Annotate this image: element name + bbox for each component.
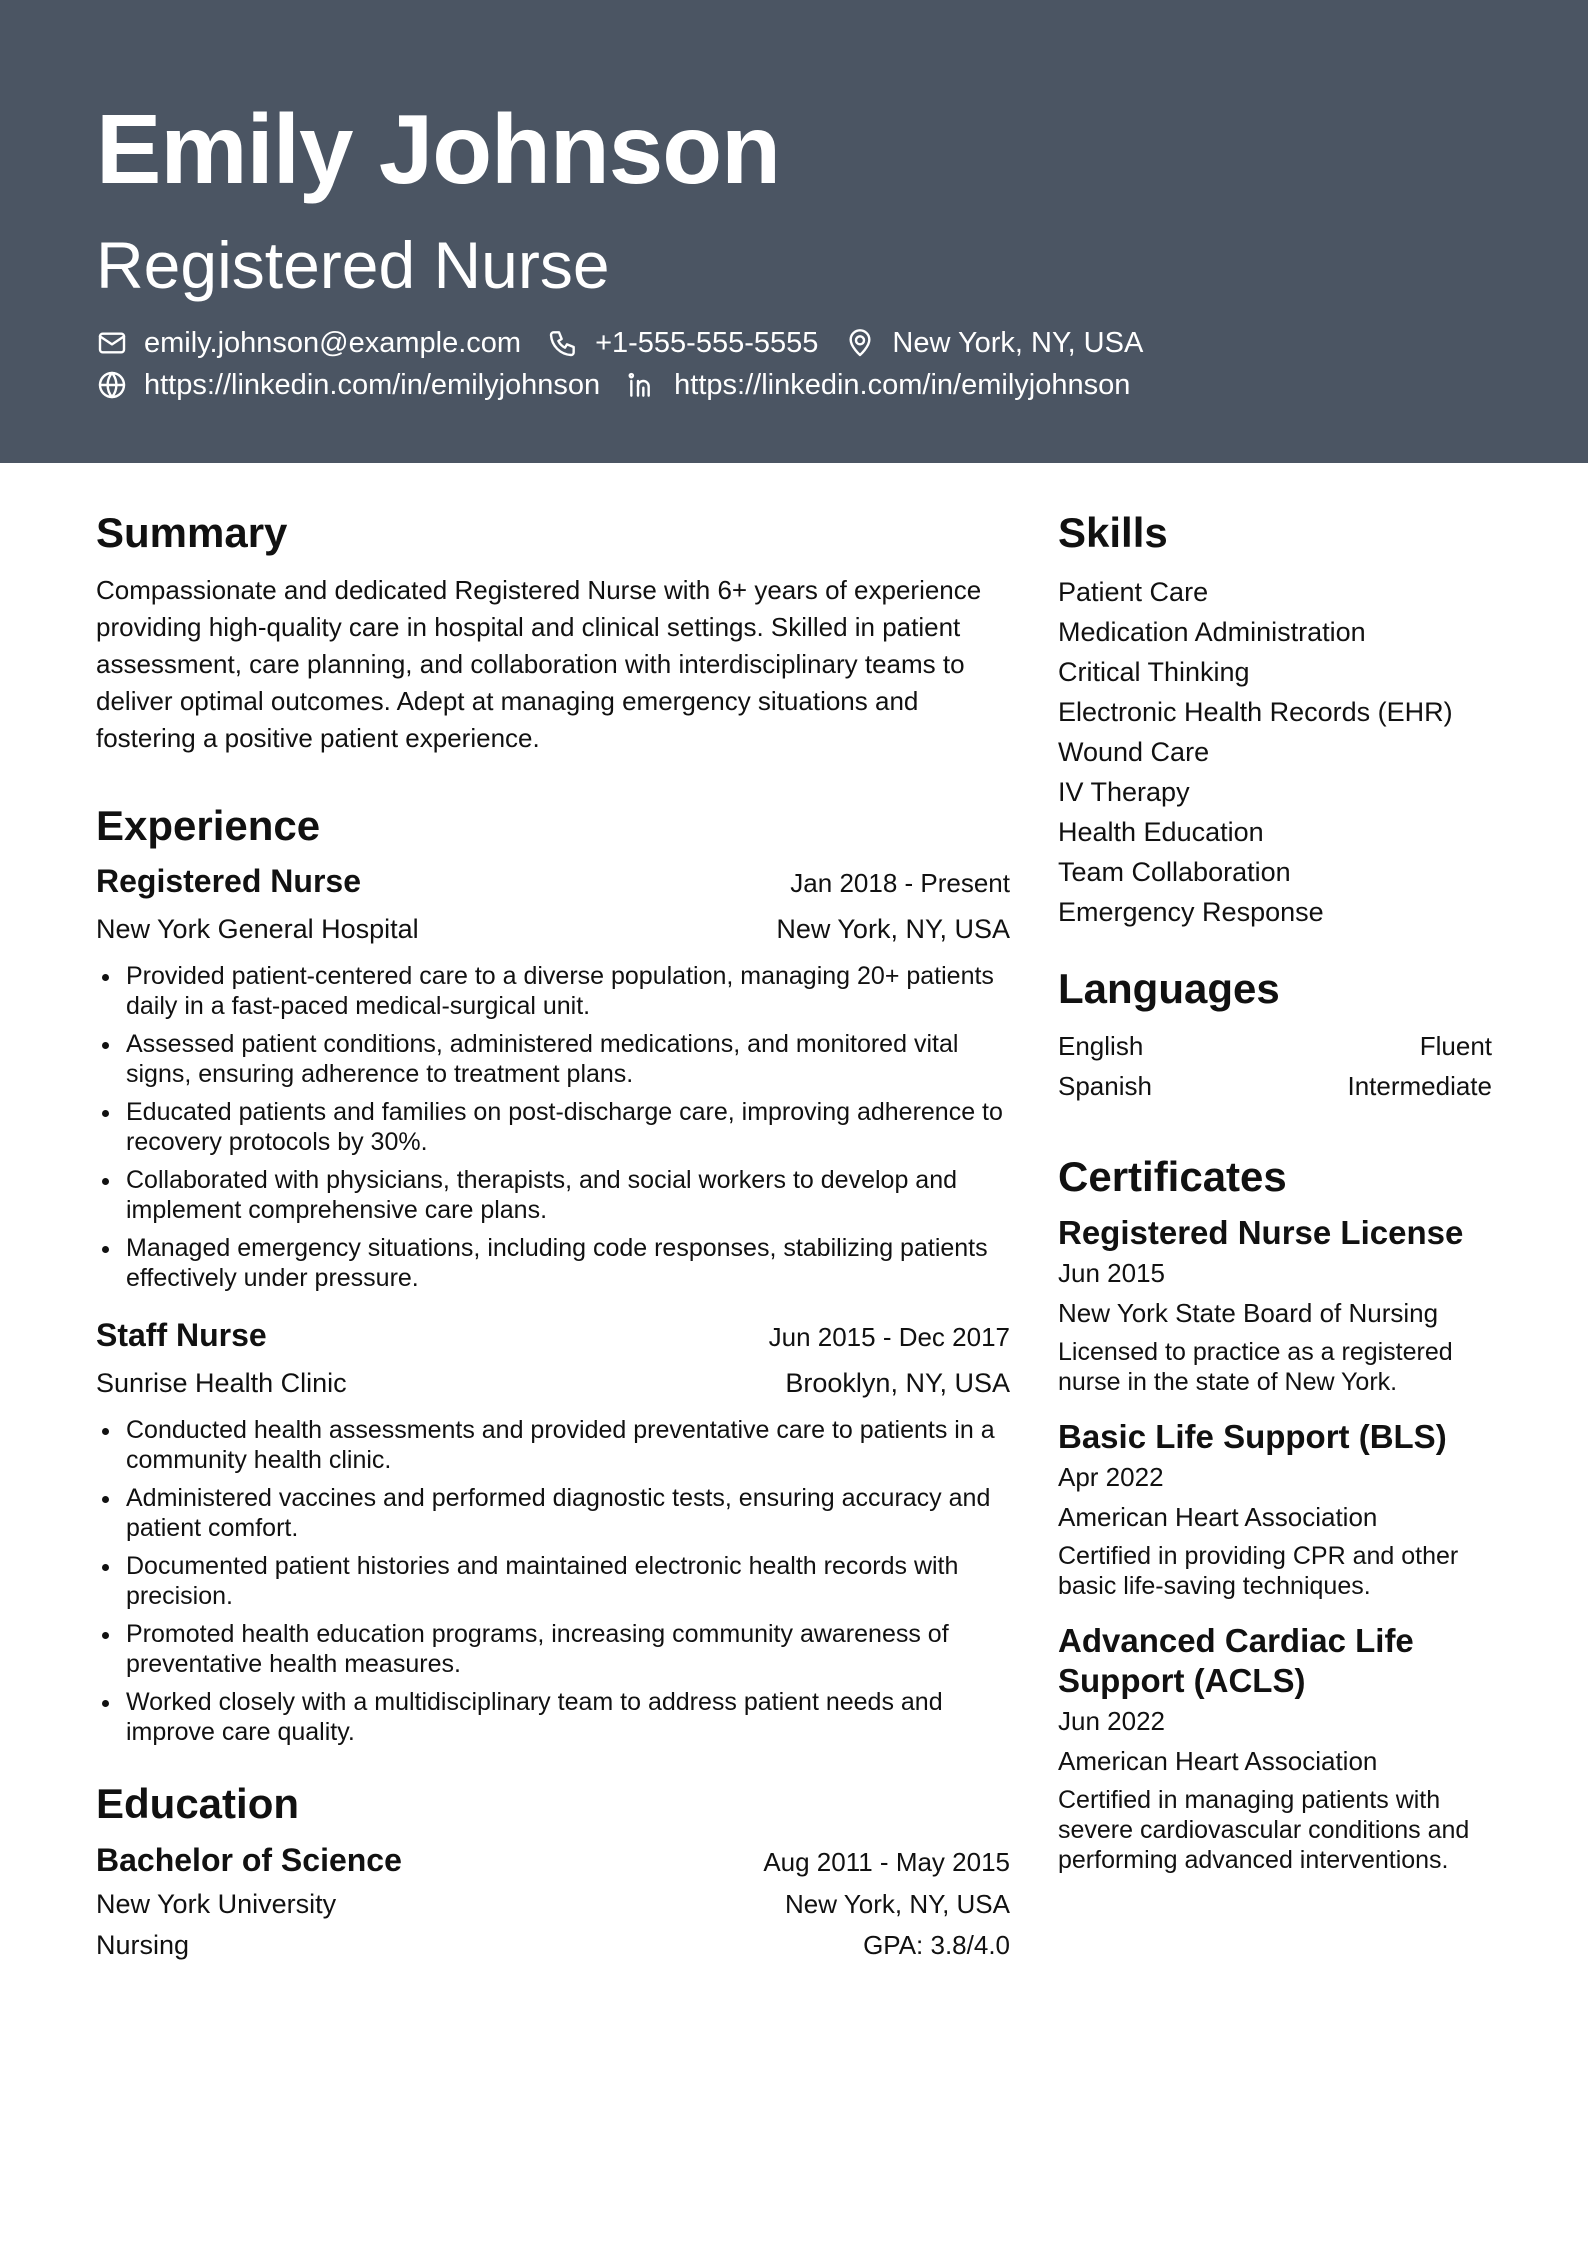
job-employer: Sunrise Health Clinic (96, 1368, 347, 1399)
certificates-heading: Certificates (1058, 1153, 1287, 1201)
certificate-title: Advanced Cardiac Life Support (ACLS) (1058, 1621, 1414, 1699)
bullet-item: Managed emergency situations, including code responses, stabilizing patients effectively under pressure. (96, 1233, 1010, 1293)
languages-section (1058, 966, 1492, 1106)
certificate-entry (1058, 1621, 1492, 1875)
skills-list (1058, 572, 1492, 932)
job-location: New York, NY, USA (776, 914, 1010, 945)
job-title: Registered Nurse (96, 863, 361, 900)
job-location: Brooklyn, NY, USA (785, 1368, 1010, 1399)
certificate-issuer: American Heart Association (1058, 1501, 1378, 1532)
skill-item: Wound Care (1058, 737, 1210, 768)
resume-header (0, 0, 1588, 463)
contact-location-text: New York, NY, USA (892, 326, 1144, 359)
bullet-item: Administered vaccines and performed diagnostic tests, ensuring accuracy and patient comfort. (96, 1483, 1010, 1543)
certificates-section (1058, 1154, 1492, 1874)
main-column (96, 510, 1010, 1961)
globe-icon (96, 369, 128, 401)
sidebar-column (1058, 510, 1492, 1875)
bullet-item: Conducted health assessments and provided preventative care to patients in a community health clinic. (96, 1415, 1010, 1475)
job-bullets (96, 1415, 1010, 1747)
bullet-item: Documented patient histories and maintained electronic health records with precision. (96, 1551, 1010, 1611)
job-employer: New York General Hospital (96, 914, 419, 945)
skill-item: Emergency Response (1058, 897, 1324, 928)
contact-location (844, 327, 1143, 359)
location-pin-icon (844, 327, 876, 359)
languages-heading: Languages (1058, 965, 1280, 1013)
candidate-name: Emily Johnson (96, 94, 781, 204)
education-heading: Education (96, 1780, 300, 1828)
job-dates: Jun 2015 - Dec 2017 (768, 1322, 1010, 1353)
bullet-item: Collaborated with physicians, therapists, and social workers to develop and implement comprehensive care plans. (96, 1165, 1010, 1225)
linkedin-icon (626, 369, 658, 401)
certificate-description: Certified in providing CPR and other basic life-saving techniques. (1058, 1541, 1459, 1600)
skill-item: Medication Administration (1058, 617, 1366, 648)
job-entry (96, 863, 1010, 1293)
certificate-entry (1058, 1213, 1492, 1397)
job-entry (96, 1317, 1010, 1747)
language-name: English (1058, 1031, 1144, 1062)
certificate-title: Basic Life Support (BLS) (1058, 1417, 1447, 1455)
languages-list (1058, 1026, 1492, 1106)
summary-text: Compassionate and dedicated Registered Nurse with 6+ years of experience providing high-quality care in hospital and clinical settings. Skilled in patient assessment, care planning, and collaboration with interdisciplinary teams to deliver optimal outcomes. Adept at managing emergency situations and fostering a positive patient experience. (96, 575, 982, 754)
bullet-item: Provided patient-centered care to a diverse population, managing 20+ patients daily in a fast-paced medical-surgical unit. (96, 961, 1010, 1021)
bullet-item: Assessed patient conditions, administered medications, and monitored vital signs, ensuring adherence to treatment plans. (96, 1029, 1010, 1089)
education-section (96, 1781, 1010, 1960)
certificate-date: Apr 2022 (1058, 1461, 1164, 1492)
language-row (1058, 1066, 1492, 1106)
experience-section (96, 803, 1010, 1747)
bullet-item: Educated patients and families on post-discharge care, improving adherence to recovery protocols by 30%. (96, 1097, 1010, 1157)
certificate-description: Licensed to practice as a registered nurse in the state of New York. (1058, 1337, 1453, 1396)
phone-icon (547, 327, 579, 359)
contact-row-1 (96, 327, 1169, 359)
certificate-date: Jun 2015 (1058, 1257, 1165, 1288)
contact-email-text: emily.johnson@example.com (144, 326, 522, 359)
degree-title: Bachelor of Science (96, 1841, 402, 1878)
language-level: Intermediate (1347, 1071, 1492, 1102)
bullet-item: Promoted health education programs, increasing community awareness of preventative health measures. (96, 1619, 1010, 1679)
certificate-issuer: New York State Board of Nursing (1058, 1297, 1439, 1328)
gpa: GPA: 3.8/4.0 (863, 1929, 1010, 1960)
language-name: Spanish (1058, 1071, 1152, 1102)
candidate-role: Registered Nurse (96, 228, 610, 302)
job-title: Staff Nurse (96, 1317, 267, 1354)
contact-website-text: https://linkedin.com/in/emilyjohnson (144, 368, 601, 401)
language-level: Fluent (1419, 1031, 1492, 1062)
school-name: New York University (96, 1888, 337, 1919)
education-entry (96, 1842, 1010, 1961)
skill-item: IV Therapy (1058, 777, 1190, 808)
language-row (1058, 1026, 1492, 1066)
contact-linkedin-text: https://linkedin.com/in/emilyjohnson (674, 368, 1131, 401)
certificate-title: Registered Nurse License (1058, 1213, 1464, 1251)
experience-heading: Experience (96, 802, 321, 850)
skill-item: Health Education (1058, 817, 1264, 848)
mail-icon (96, 327, 128, 359)
job-bullets (96, 961, 1010, 1293)
skill-item: Electronic Health Records (EHR) (1058, 697, 1453, 728)
bullet-item: Worked closely with a multidisciplinary team to address patient needs and improve care quality. (96, 1687, 1010, 1747)
contact-email[interactable] (96, 327, 521, 359)
job-dates: Jan 2018 - Present (790, 868, 1010, 899)
certificate-entry (1058, 1417, 1492, 1601)
skill-item: Team Collaboration (1058, 857, 1291, 888)
contact-website[interactable] (96, 369, 600, 401)
skills-heading: Skills (1058, 509, 1168, 556)
skill-item: Patient Care (1058, 577, 1209, 608)
skills-section (1058, 510, 1492, 932)
summary-section (96, 510, 1010, 757)
contact-row-2 (96, 369, 1156, 401)
certificate-description: Certified in managing patients with severe cardiovascular conditions and performing advanced interventions. (1058, 1785, 1470, 1874)
contact-linkedin[interactable] (626, 369, 1130, 401)
contact-phone-text: +1-555-555-5555 (595, 326, 819, 359)
summary-heading: Summary (96, 509, 288, 556)
contact-phone[interactable] (547, 327, 818, 359)
school-location: New York, NY, USA (785, 1888, 1010, 1919)
education-dates: Aug 2011 - May 2015 (763, 1846, 1010, 1877)
certificate-date: Jun 2022 (1058, 1705, 1165, 1736)
field-of-study: Nursing (96, 1929, 190, 1960)
skill-item: Critical Thinking (1058, 657, 1250, 688)
certificate-issuer: American Heart Association (1058, 1745, 1378, 1776)
